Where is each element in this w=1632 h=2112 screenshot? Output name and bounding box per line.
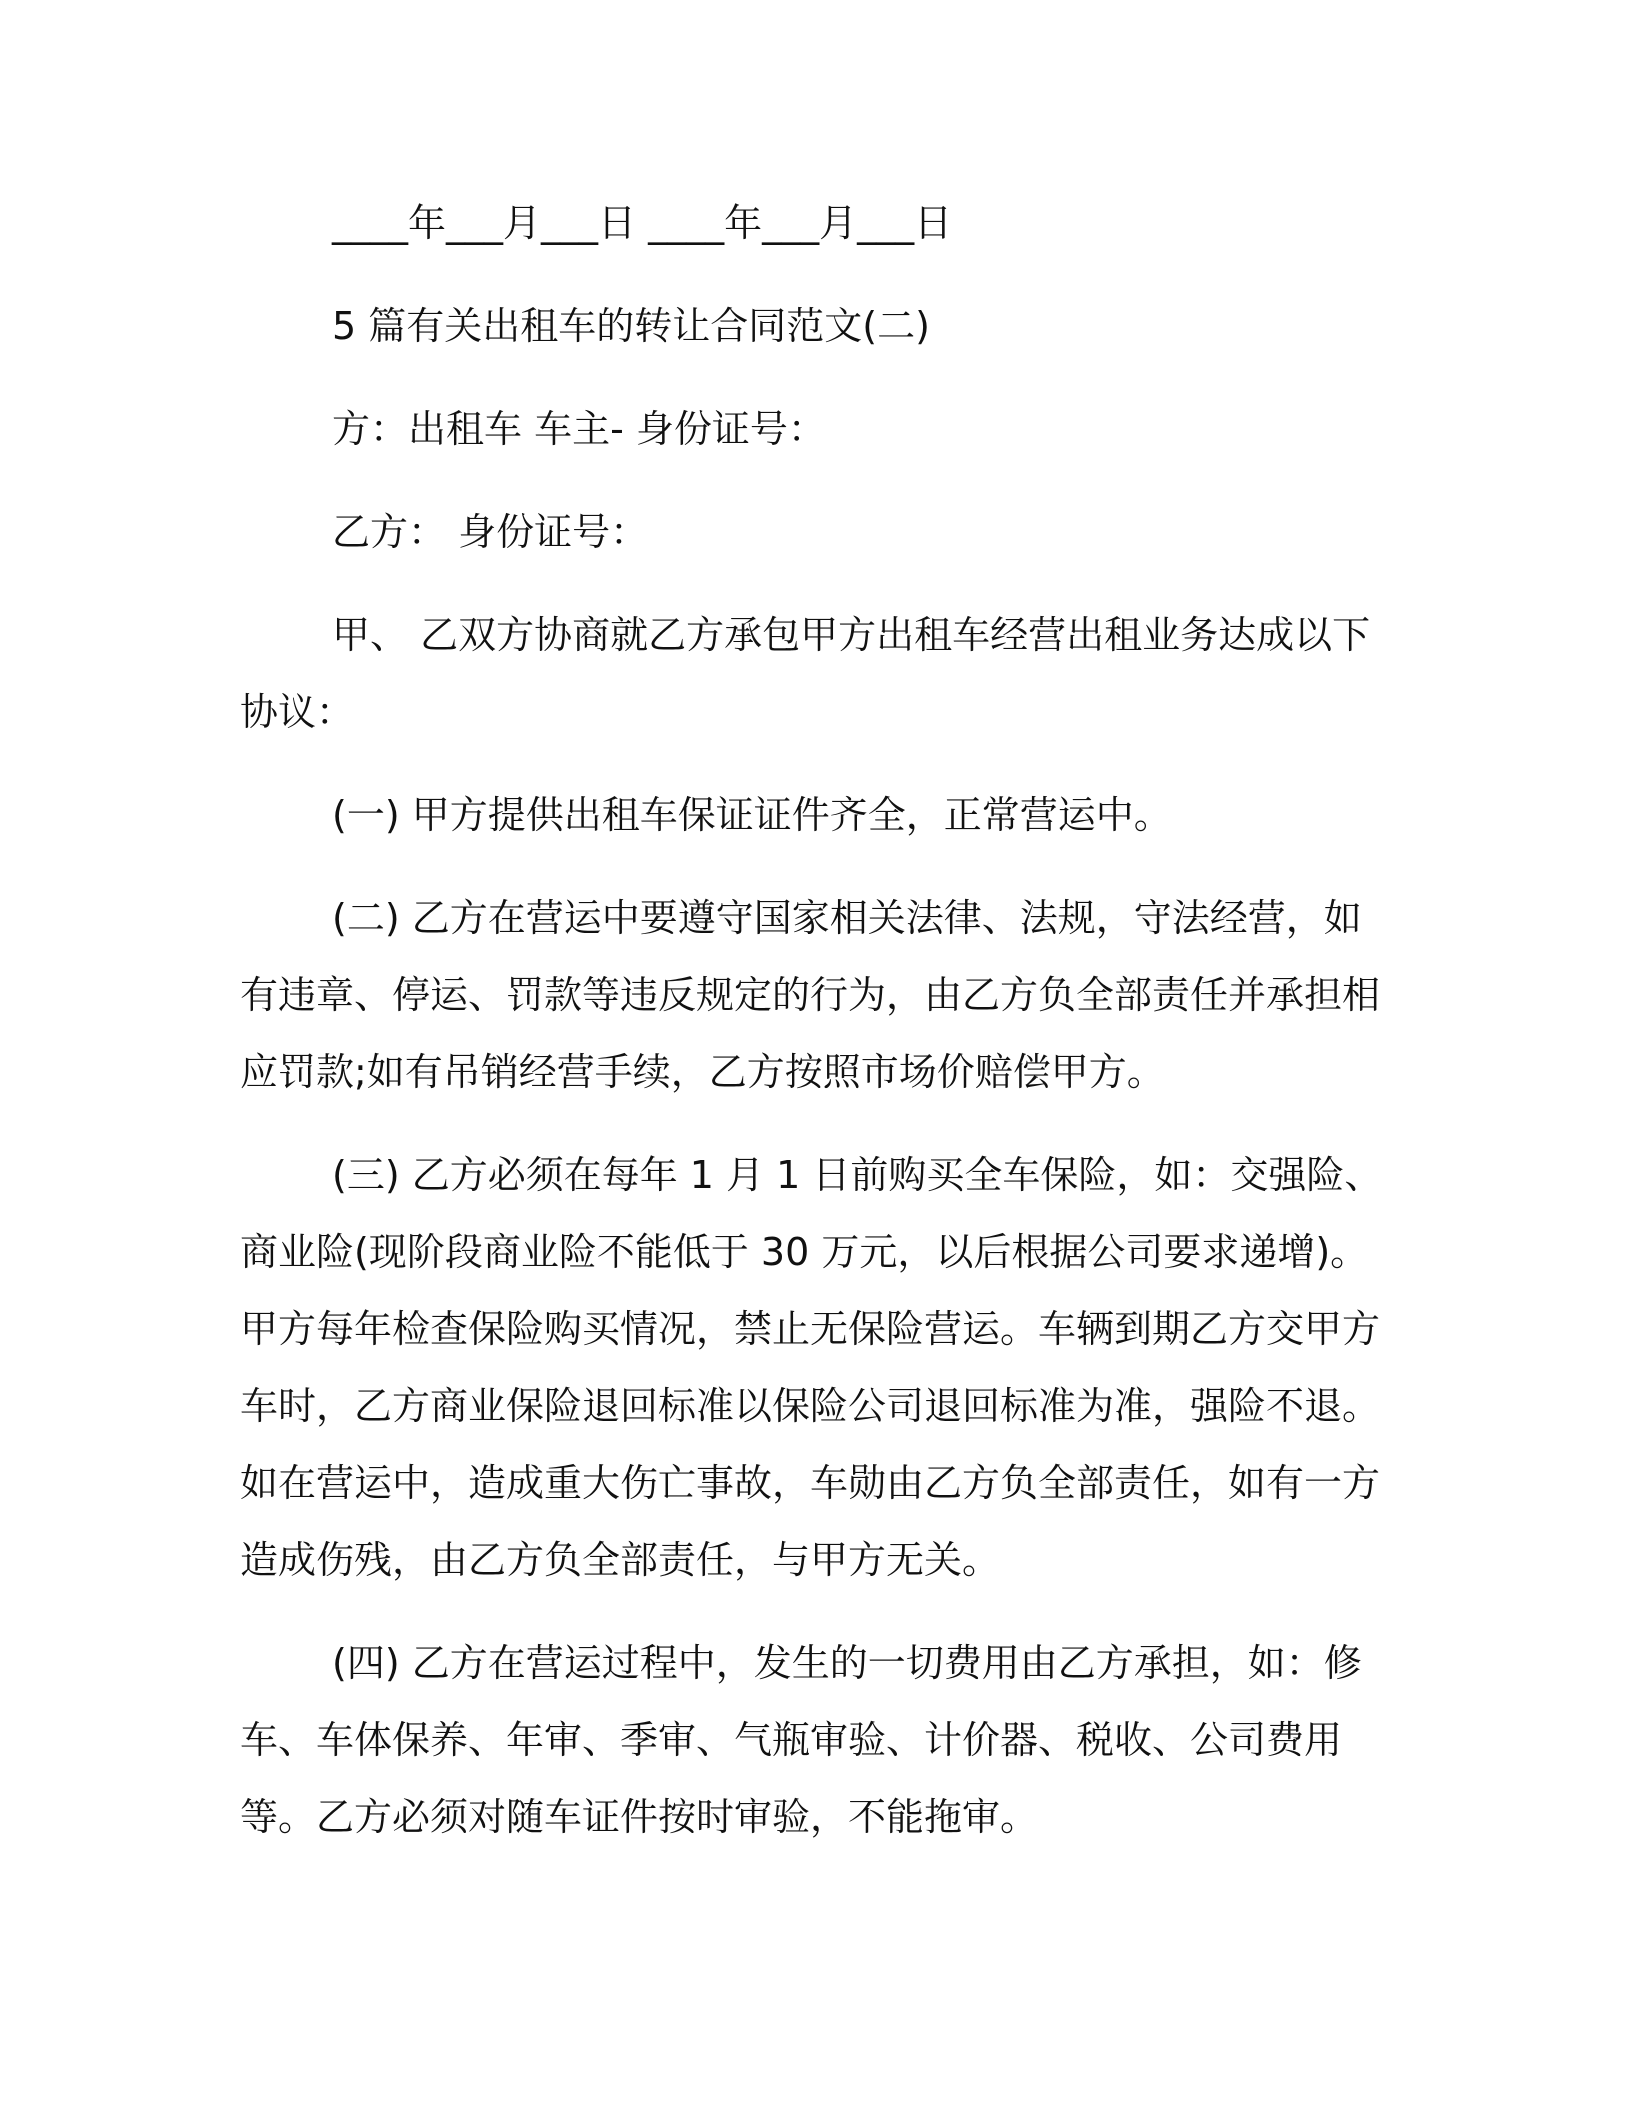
clause-1: (一) 甲方提供出租车保证证件齐全，正常营运中。 <box>332 793 1172 837</box>
party-a-line: 方：出租车 车主- 身份证号： <box>332 407 826 451</box>
agreement-intro: 甲、 乙双方协商就乙方承包甲方出租车经营出租业务达成以下协议： <box>240 613 1371 734</box>
clause-4: (四) 乙方在营运过程中，发生的一切费用由乙方承担，如：修车、车体保养、年审、季审、气瓶审验、计价器、税收、公司费用等。乙方必须对随车证件按时审验，不能拖审。 <box>240 1641 1362 1839</box>
clause-2: (二) 乙方在营运中要遵守国家相关法律、法规，守法经营，如有违章、停运、罚款等违反规定的行为，由乙方负全部责任并承担相应罚款;如有吊销经营手续，乙方按照市场价赔偿甲方。 <box>240 896 1381 1094</box>
party-b-line: 乙方： 身份证号： <box>332 510 649 554</box>
document-title: 5 篇有关出租车的转让合同范文(二) <box>332 304 930 348</box>
date-line: ____年___月___日 ____年___月___日 <box>332 201 953 245</box>
document-page <box>240 185 1390 1882</box>
clause-3: (三) 乙方必须在每年 1 月 1 日前购买全车保险，如：交强险、商业险(现阶段商业险不能低于 30 万元，以后根据公司要求递增)。甲方每年检查保险购买情况，禁止无保险营运。车辆到期乙方交甲方车时，乙方商业保险退回标准以保险公司退回标准为准，强险不退。如在营运中，造成重大伤亡事故，车勋由乙方负全部责任，如有一方造成伤残，由乙方负全部责任，与甲方无关。 <box>240 1153 1383 1582</box>
